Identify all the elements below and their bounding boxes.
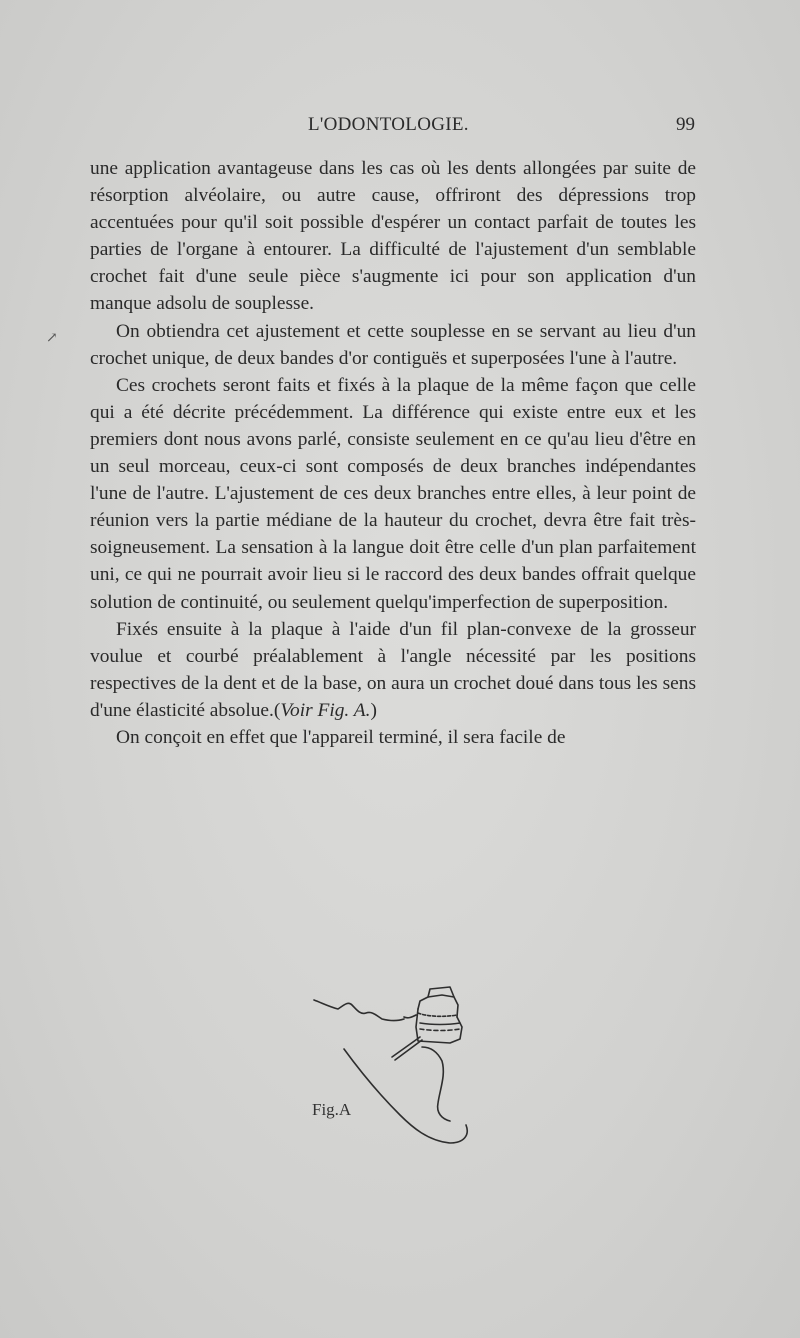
body-text — [90, 155, 696, 751]
running-title: L'ODONTOLOGIE. — [308, 114, 469, 135]
page-header — [0, 114, 800, 144]
paragraph-5: On conçoit en effet que l'appareil terminé, il sera facile de — [116, 726, 566, 748]
paragraph-2: On obtiendra cet ajustement et cette souplesse en se servant au lieu d'un crochet unique, de deux bandes d'or contiguës et superposées l'une à l'autre. — [90, 320, 696, 369]
paragraph-4-close: ) — [370, 699, 377, 721]
paragraph-3: Ces crochets seront faits et fixés à la plaque de la même façon que celle qui a été décrite précédemment. La différence qui existe entre eux et les premiers dont nous avons parlé, consiste seulement en ce qu'au lieu d'être en un seul morceau, ceux-ci sont composés de deux branches indépendantes l'une de l'autre. L'ajustement de ces deux branches entre elles, à leur point de réunion vers la partie médiane de la hauteur du crochet, devra être fait très-soigneusement. La sensation à la langue doit être celle d'un plan parfaitement uni, ce qui ne pourrait avoir lieu si le raccord des deux bandes offrait quelque solution de continuité, ou seulement quelqu'imperfection de superposition. — [90, 374, 696, 613]
dental-clasp-illustration — [300, 985, 500, 1155]
margin-mark: ↗ — [46, 331, 58, 346]
paragraph-1: une application avantageuse dans les cas où les dents allongées par suite de résorption alvéolaire, ou autre cause, offriront des dépressions trop accentuées pour qu'il soit possible d'espérer un contact parfait de toutes les parties de l'organe à entourer. La difficulté de l'ajustement d'un semblable crochet fait d'une seule pièce s'augmente ici pour son application d'un manque adsolu de souplesse. — [90, 158, 696, 315]
paragraph-4 — [90, 616, 696, 724]
page-number: 99 — [676, 114, 695, 135]
figure-reference: Voir Fig. A. — [280, 699, 371, 721]
figure-a — [300, 985, 500, 1155]
figure-label: Fig.A — [312, 1100, 352, 1119]
paragraph-4-text: Fixés ensuite à la plaque à l'aide d'un fil plan-convexe de la grosseur voulue et courbé préalablement à l'angle nécessité par les positions respectives de la dent et de la base, on aura un crochet doué dans tous les sens d'une élasticité absolue.( — [90, 618, 696, 721]
